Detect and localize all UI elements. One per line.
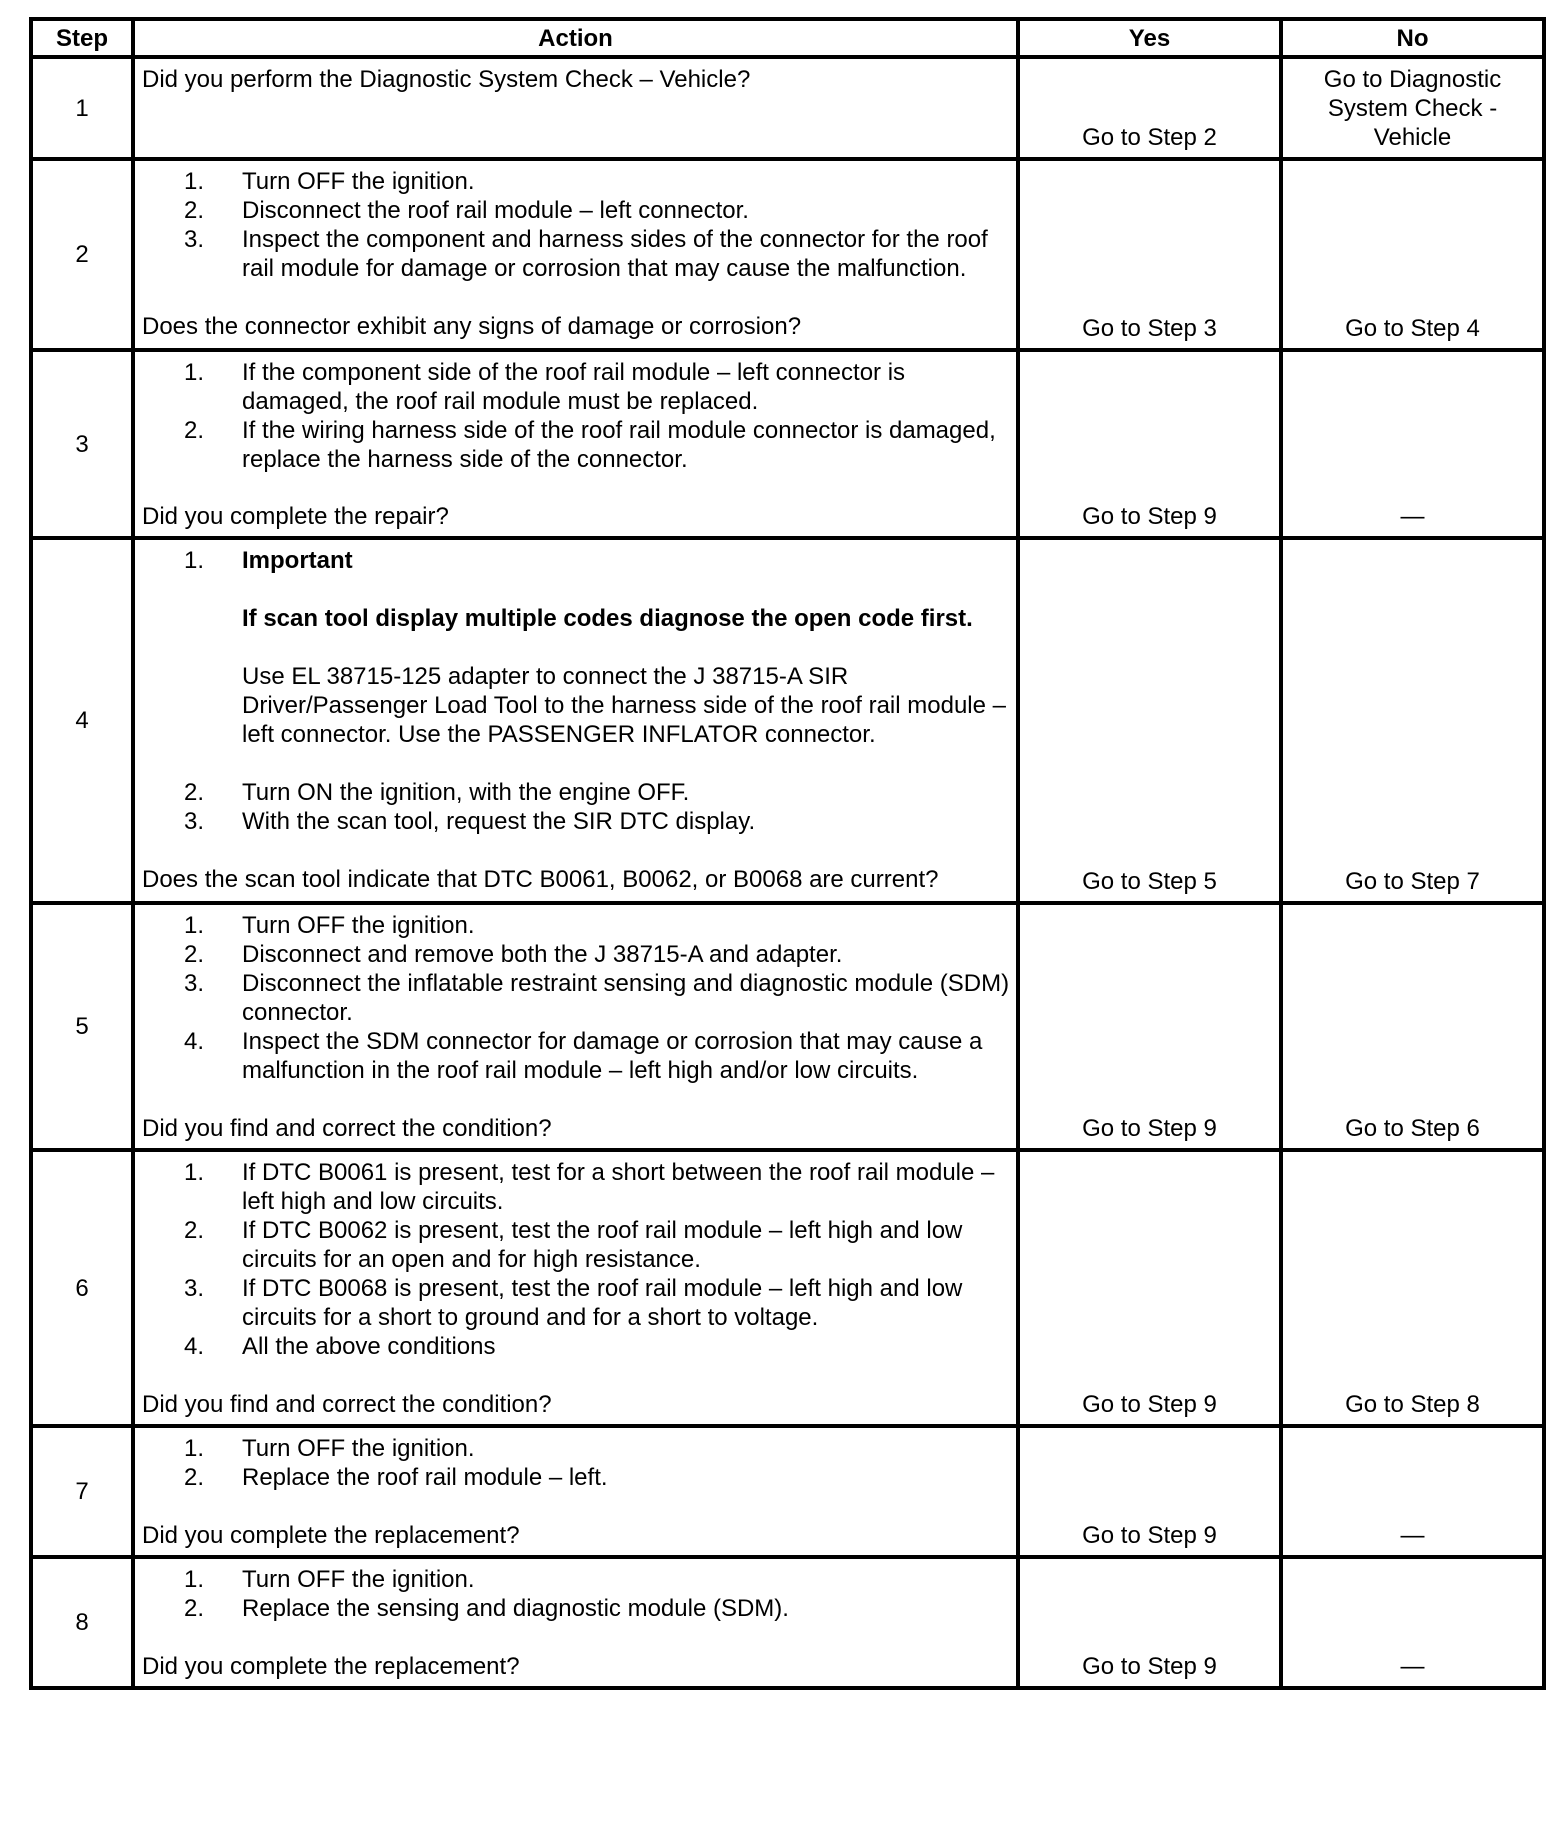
item-text: Replace the roof rail module – left. bbox=[242, 1464, 608, 1491]
no-outcome: Go to Step 7 bbox=[1281, 538, 1544, 903]
item-number: 1. bbox=[184, 359, 205, 386]
list-item bbox=[142, 969, 1012, 1027]
action-cell bbox=[133, 903, 1018, 1150]
item-number: 2. bbox=[184, 417, 205, 444]
action-steps-list bbox=[142, 911, 1012, 1085]
no-outcome: — bbox=[1281, 350, 1544, 538]
step-number: 8 bbox=[31, 1557, 133, 1688]
item-number: 1. bbox=[184, 1435, 205, 1462]
action-steps-list bbox=[142, 546, 1012, 836]
header-action: Action bbox=[133, 19, 1018, 57]
table-row bbox=[31, 1557, 1544, 1688]
item-text: If DTC B0068 is present, test the roof rail module – left high and low circuits for a short to ground and for a short to voltage. bbox=[242, 1275, 963, 1331]
header-step: Step bbox=[31, 19, 133, 57]
item-number: 1. bbox=[184, 912, 205, 939]
table-row bbox=[31, 1426, 1544, 1557]
table-row bbox=[31, 159, 1544, 350]
item-number: 2. bbox=[184, 197, 205, 224]
list-item bbox=[142, 940, 1012, 969]
list-item bbox=[142, 225, 1012, 283]
item-text: Replace the sensing and diagnostic module (SDM). bbox=[242, 1595, 789, 1622]
item-text: Disconnect the roof rail module – left connector. bbox=[242, 197, 749, 224]
item-text: If DTC B0061 is present, test for a short between the roof rail module – left high and low circuits. bbox=[242, 1159, 995, 1215]
no-outcome-text: Go to Diagnostic System Check - Vehicle bbox=[1323, 66, 1502, 151]
question-text: Does the scan tool indicate that DTC B0061, B0062, or B0068 are current? bbox=[142, 866, 939, 893]
step-number: 1 bbox=[31, 57, 133, 159]
action-steps-list bbox=[142, 167, 1012, 283]
no-outcome: — bbox=[1281, 1426, 1544, 1557]
instruction-text: Use EL 38715-125 adapter to connect the J 38715-A SIR Driver/Passenger Load Tool to the harness side of the roof rail module – left connector. Use the PASSENGER INFLATOR connector. bbox=[242, 663, 1006, 748]
action-cell bbox=[133, 1150, 1018, 1426]
list-item bbox=[142, 1332, 1012, 1361]
action-steps-list bbox=[142, 1565, 1012, 1623]
table-row bbox=[31, 1150, 1544, 1426]
item-number: 3. bbox=[184, 970, 205, 997]
question-text: Did you complete the replacement? bbox=[142, 1522, 520, 1549]
list-item bbox=[142, 358, 1012, 416]
action-cell bbox=[133, 538, 1018, 903]
list-item bbox=[142, 167, 1012, 196]
no-outcome: Go to Step 6 bbox=[1281, 903, 1544, 1150]
item-number: 4. bbox=[184, 1028, 205, 1055]
header-no: No bbox=[1281, 19, 1544, 57]
yes-outcome: Go to Step 3 bbox=[1018, 159, 1281, 350]
item-text: Turn OFF the ignition. bbox=[242, 1566, 475, 1593]
item-number: 2. bbox=[184, 941, 205, 968]
step-number: 5 bbox=[31, 903, 133, 1150]
step-number: 2 bbox=[31, 159, 133, 350]
item-number: 1. bbox=[184, 1159, 205, 1186]
item-number: 1. bbox=[184, 547, 205, 574]
list-item bbox=[142, 546, 1012, 778]
no-outcome bbox=[1281, 57, 1544, 159]
header-yes: Yes bbox=[1018, 19, 1281, 57]
table-row bbox=[31, 903, 1544, 1150]
yes-outcome: Go to Step 9 bbox=[1018, 350, 1281, 538]
item-number: 3. bbox=[184, 226, 205, 253]
table-row bbox=[31, 538, 1544, 903]
item-number: 4. bbox=[184, 1333, 205, 1360]
item-number: 1. bbox=[184, 168, 205, 195]
action-steps-list bbox=[142, 358, 1012, 474]
item-text: Turn OFF the ignition. bbox=[242, 1435, 475, 1462]
important-label: Important bbox=[242, 547, 353, 574]
item-number: 1. bbox=[184, 1566, 205, 1593]
question-text: Did you perform the Diagnostic System Check – Vehicle? bbox=[142, 66, 751, 93]
item-text: If the component side of the roof rail module – left connector is damaged, the roof rail module must be replaced. bbox=[242, 359, 906, 415]
yes-outcome: Go to Step 2 bbox=[1018, 57, 1281, 159]
item-text: Turn OFF the ignition. bbox=[242, 168, 475, 195]
item-text: If DTC B0062 is present, test the roof rail module – left high and low circuits for an open and for high resistance. bbox=[242, 1217, 963, 1273]
yes-outcome: Go to Step 5 bbox=[1018, 538, 1281, 903]
step-number: 7 bbox=[31, 1426, 133, 1557]
list-item bbox=[142, 807, 1012, 836]
question-text: Did you find and correct the condition? bbox=[142, 1115, 552, 1142]
list-item bbox=[142, 196, 1012, 225]
question-text: Did you find and correct the condition? bbox=[142, 1391, 552, 1418]
list-item bbox=[142, 416, 1012, 474]
step-number: 3 bbox=[31, 350, 133, 538]
item-text: With the scan tool, request the SIR DTC display. bbox=[242, 808, 756, 835]
no-outcome: Go to Step 4 bbox=[1281, 159, 1544, 350]
list-item bbox=[142, 1434, 1012, 1463]
list-item bbox=[142, 1158, 1012, 1216]
item-text: If the wiring harness side of the roof rail module connector is damaged, replace the harness side of the connector. bbox=[242, 417, 996, 473]
item-text: Inspect the component and harness sides of the connector for the roof rail module for damage or corrosion that may cause the malfunction. bbox=[242, 226, 988, 282]
header-row bbox=[31, 19, 1544, 57]
item-text: Turn ON the ignition, with the engine OFF. bbox=[242, 779, 690, 806]
item-text: Inspect the SDM connector for damage or corrosion that may cause a malfunction in the roof rail module – left high and/or low circuits. bbox=[242, 1028, 983, 1084]
step-number: 4 bbox=[31, 538, 133, 903]
important-note: If scan tool display multiple codes diagnose the open code first. bbox=[242, 605, 973, 632]
table-row bbox=[31, 57, 1544, 159]
item-text: Disconnect and remove both the J 38715-A and adapter. bbox=[242, 941, 843, 968]
question-text: Did you complete the repair? bbox=[142, 503, 449, 530]
no-outcome: Go to Step 8 bbox=[1281, 1150, 1544, 1426]
list-item bbox=[142, 1216, 1012, 1274]
yes-outcome: Go to Step 9 bbox=[1018, 1150, 1281, 1426]
yes-outcome: Go to Step 9 bbox=[1018, 903, 1281, 1150]
item-text: All the above conditions bbox=[242, 1333, 496, 1360]
list-item bbox=[142, 1594, 1012, 1623]
list-item bbox=[142, 778, 1012, 807]
list-item bbox=[142, 1463, 1012, 1492]
yes-outcome: Go to Step 9 bbox=[1018, 1426, 1281, 1557]
action-cell bbox=[133, 57, 1018, 159]
question-text: Does the connector exhibit any signs of damage or corrosion? bbox=[142, 313, 802, 340]
action-cell bbox=[133, 1426, 1018, 1557]
list-item bbox=[142, 1027, 1012, 1085]
step-number: 6 bbox=[31, 1150, 133, 1426]
item-number: 2. bbox=[184, 779, 205, 806]
item-number: 2. bbox=[184, 1217, 205, 1244]
list-item bbox=[142, 911, 1012, 940]
yes-outcome: Go to Step 9 bbox=[1018, 1557, 1281, 1688]
diagnostic-table bbox=[29, 17, 1546, 1690]
item-number: 2. bbox=[184, 1464, 205, 1491]
item-number: 2. bbox=[184, 1595, 205, 1622]
no-outcome: — bbox=[1281, 1557, 1544, 1688]
item-text: Disconnect the inflatable restraint sensing and diagnostic module (SDM) connector. bbox=[242, 970, 1010, 1026]
table-row bbox=[31, 350, 1544, 538]
item-number: 3. bbox=[184, 808, 205, 835]
list-item bbox=[142, 1274, 1012, 1332]
action-cell bbox=[133, 350, 1018, 538]
action-cell bbox=[133, 159, 1018, 350]
action-steps-list bbox=[142, 1434, 1012, 1492]
item-number: 3. bbox=[184, 1275, 205, 1302]
action-cell bbox=[133, 1557, 1018, 1688]
action-steps-list bbox=[142, 1158, 1012, 1361]
item-text: Turn OFF the ignition. bbox=[242, 912, 475, 939]
question-text: Did you complete the replacement? bbox=[142, 1653, 520, 1680]
list-item bbox=[142, 1565, 1012, 1594]
